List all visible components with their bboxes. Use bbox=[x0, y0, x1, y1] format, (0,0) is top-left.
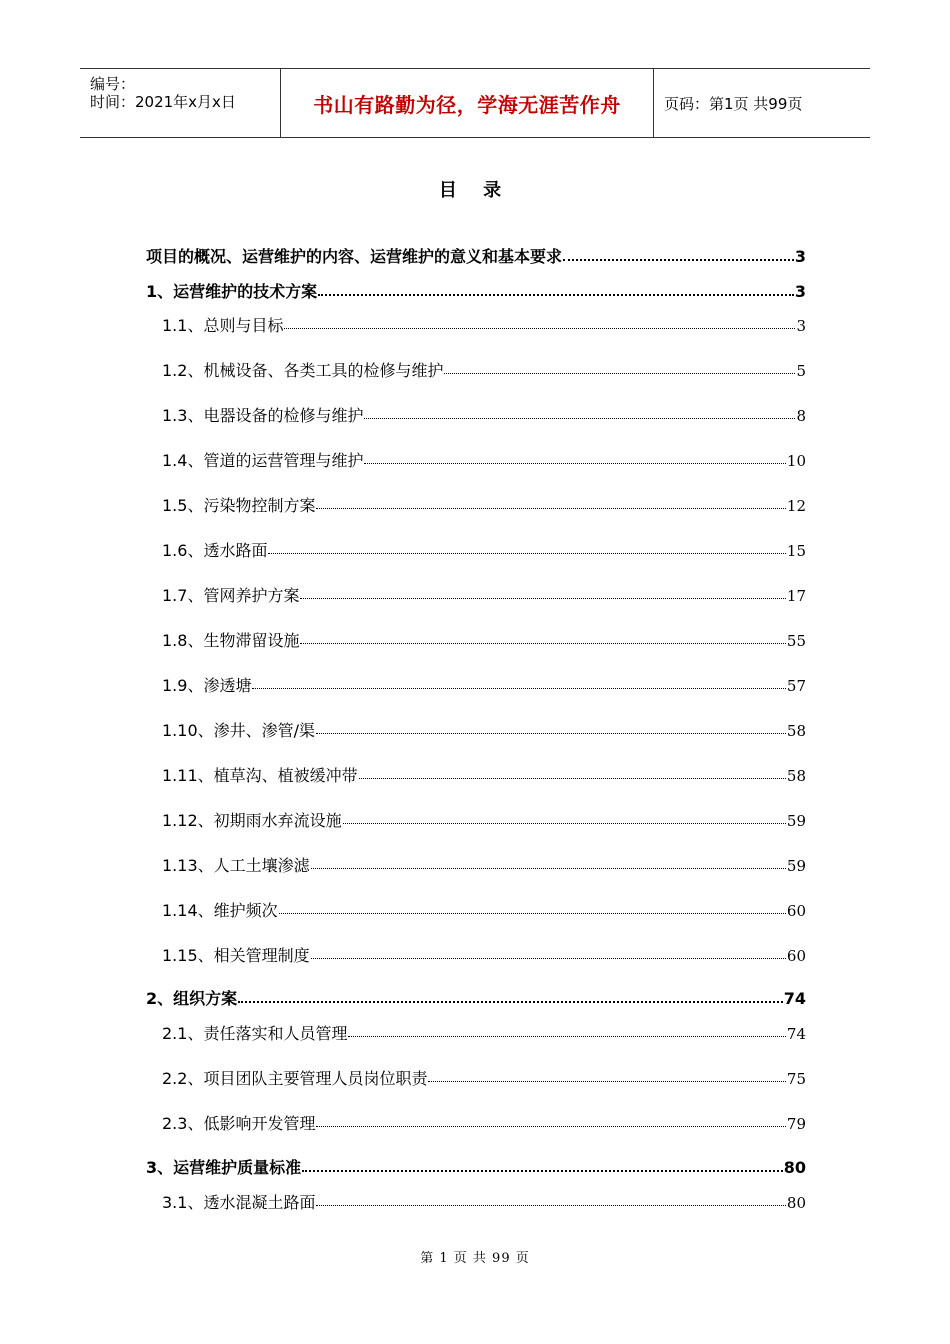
toc-entry-page: 12 bbox=[786, 497, 806, 515]
toc-entry-page: 79 bbox=[786, 1115, 806, 1133]
toc-entry-page: 60 bbox=[786, 947, 806, 965]
toc-entry-title: 1.10、渗井、渗管/渠 bbox=[162, 721, 316, 740]
toc-dot-leader bbox=[252, 675, 785, 691]
toc-entry-title: 1.14、维护频次 bbox=[162, 901, 278, 920]
toc-entry-title: 1.5、污染物控制方案 bbox=[162, 496, 316, 515]
toc-entry[interactable] bbox=[162, 313, 806, 336]
toc-dot-leader bbox=[284, 315, 795, 331]
header-motto-cell bbox=[281, 69, 654, 137]
toc-entry[interactable] bbox=[162, 853, 806, 876]
toc-dot-leader bbox=[316, 495, 785, 511]
toc-entry-title: 2、组织方案 bbox=[146, 989, 238, 1008]
toc-entry-page: 3 bbox=[796, 317, 806, 335]
toc-entry[interactable] bbox=[162, 718, 806, 741]
toc-dot-leader bbox=[348, 1023, 785, 1039]
toc-dot-leader bbox=[359, 765, 786, 781]
toc-entry-title: 1.11、植草沟、植被缓冲带 bbox=[162, 766, 358, 785]
toc-entry-title: 2.3、低影响开发管理 bbox=[162, 1114, 316, 1133]
toc-entry[interactable] bbox=[162, 403, 806, 426]
toc-dot-leader bbox=[300, 630, 785, 646]
toc-entry-page: 55 bbox=[786, 632, 806, 650]
toc-entry-page: 3 bbox=[794, 247, 806, 266]
document-header bbox=[80, 68, 870, 138]
toc-dot-leader bbox=[300, 585, 785, 601]
toc-entry-page: 80 bbox=[786, 1194, 806, 1212]
toc-entry-title: 1.15、相关管理制度 bbox=[162, 946, 310, 965]
toc-entry-page: 10 bbox=[786, 452, 806, 470]
toc-entry[interactable] bbox=[162, 673, 806, 696]
toc-entry[interactable] bbox=[146, 1155, 806, 1178]
toc-entry[interactable] bbox=[162, 1066, 806, 1089]
toc-entry[interactable] bbox=[162, 943, 806, 966]
page-info: 页码：第1页 共99页 bbox=[664, 94, 803, 113]
toc-entry-title: 3、运营维护质量标准 bbox=[146, 1158, 302, 1177]
toc-entry[interactable] bbox=[146, 986, 806, 1009]
toc-entry[interactable] bbox=[146, 244, 806, 267]
toc-entry-page: 59 bbox=[786, 812, 806, 830]
toc-dot-leader bbox=[311, 855, 786, 871]
toc-entry[interactable] bbox=[162, 583, 806, 606]
toc-dot-leader bbox=[311, 945, 786, 961]
toc-dot-leader bbox=[268, 540, 785, 556]
toc-entry-title: 2.1、责任落实和人员管理 bbox=[162, 1024, 348, 1043]
toc-dot-leader bbox=[238, 988, 783, 1004]
toc-entry[interactable] bbox=[162, 448, 806, 471]
toc-entry[interactable] bbox=[162, 1021, 806, 1044]
toc-entry-title: 项目的概况、运营维护的内容、运营维护的意义和基本要求 bbox=[146, 247, 563, 266]
toc-entry-title: 1.4、管道的运营管理与维护 bbox=[162, 451, 364, 470]
toc-entry[interactable] bbox=[162, 358, 806, 381]
header-page-cell bbox=[654, 69, 870, 137]
toc-entry-page: 5 bbox=[796, 362, 806, 380]
toc-entry-title: 1.1、总则与目标 bbox=[162, 316, 284, 335]
toc-entry-title: 1.6、透水路面 bbox=[162, 541, 268, 560]
toc-entry-title: 2.2、项目团队主要管理人员岗位职责 bbox=[162, 1069, 428, 1088]
toc-entry-title: 1、运营维护的技术方案 bbox=[146, 282, 318, 301]
toc-entry-page: 17 bbox=[786, 587, 806, 605]
toc-entry-page: 8 bbox=[796, 407, 806, 425]
toc-entry-page: 59 bbox=[786, 857, 806, 875]
toc-entry-title: 1.8、生物滞留设施 bbox=[162, 631, 300, 650]
toc-entry-page: 15 bbox=[786, 542, 806, 560]
header-meta-cell bbox=[80, 69, 281, 137]
toc-dot-leader bbox=[364, 405, 795, 421]
number-label: 编号： bbox=[90, 75, 136, 93]
toc-dot-leader bbox=[343, 810, 786, 826]
toc-entry[interactable] bbox=[162, 898, 806, 921]
toc-entry-title: 1.9、渗透塘 bbox=[162, 676, 252, 695]
toc-title: 目 录 bbox=[438, 180, 512, 201]
toc-entry[interactable] bbox=[146, 279, 806, 302]
toc-entry[interactable] bbox=[162, 808, 806, 831]
toc-entry-title: 1.13、人工土壤渗滤 bbox=[162, 856, 310, 875]
date-label: 时间：2021年x月x日 bbox=[90, 93, 236, 111]
toc-dot-leader bbox=[444, 360, 795, 376]
toc-entry-title: 3.1、透水混凝土路面 bbox=[162, 1193, 316, 1212]
toc-entry[interactable] bbox=[162, 763, 806, 786]
toc-entry[interactable] bbox=[162, 628, 806, 651]
toc-dot-leader bbox=[364, 450, 785, 466]
toc-entry-page: 75 bbox=[786, 1070, 806, 1088]
toc-dot-leader bbox=[318, 281, 794, 297]
toc-entry[interactable] bbox=[162, 493, 806, 516]
toc-entry-page: 80 bbox=[783, 1158, 806, 1177]
toc-entry[interactable] bbox=[162, 1111, 806, 1134]
toc-entry-page: 74 bbox=[786, 1025, 806, 1043]
toc-entry-title: 1.7、管网养护方案 bbox=[162, 586, 300, 605]
toc-entry-title: 1.2、机械设备、各类工具的检修与维护 bbox=[162, 361, 444, 380]
toc-entry-page: 74 bbox=[783, 989, 806, 1008]
toc-entry-page: 58 bbox=[786, 767, 806, 785]
toc-entry-page: 3 bbox=[794, 282, 806, 301]
toc-dot-leader bbox=[428, 1068, 785, 1084]
toc-entry-page: 58 bbox=[786, 722, 806, 740]
toc-dot-leader bbox=[316, 1113, 785, 1129]
toc-dot-leader bbox=[302, 1157, 783, 1173]
toc-entry[interactable] bbox=[162, 1190, 806, 1213]
toc-dot-leader bbox=[563, 246, 794, 262]
toc-dot-leader bbox=[316, 720, 786, 736]
page-footer: 第 1 页 共 99 页 bbox=[420, 1251, 530, 1266]
toc-dot-leader bbox=[316, 1192, 785, 1208]
toc-entry-page: 57 bbox=[786, 677, 806, 695]
motto-text: 书山有路勤为径，学海无涯苦作舟 bbox=[313, 92, 621, 117]
toc-entry-title: 1.12、初期雨水弃流设施 bbox=[162, 811, 342, 830]
toc-entry-page: 60 bbox=[786, 902, 806, 920]
toc-entry-title: 1.3、电器设备的检修与维护 bbox=[162, 406, 364, 425]
toc-entry[interactable] bbox=[162, 538, 806, 561]
toc-dot-leader bbox=[279, 900, 786, 916]
